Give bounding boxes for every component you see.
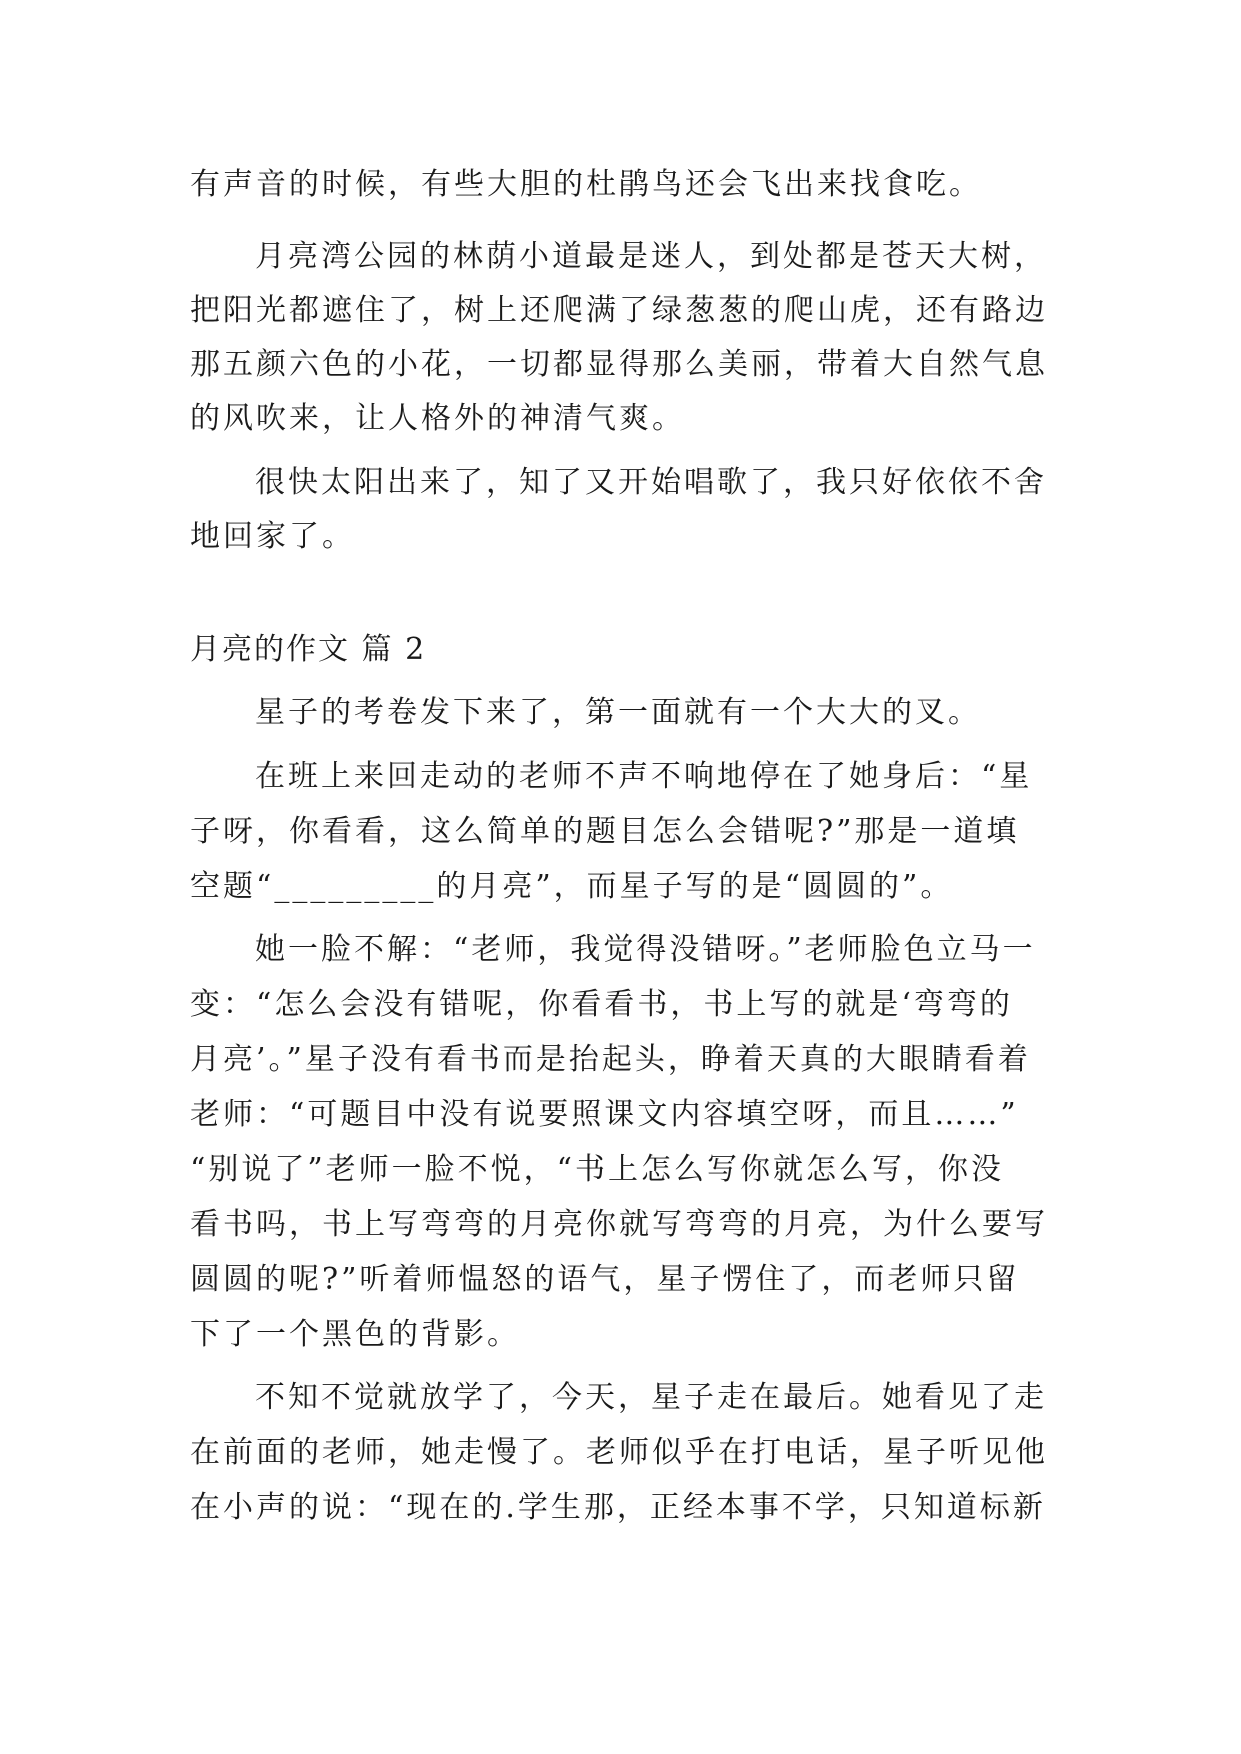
text-line: 圆圆的呢?”听着师愠怒的语气，星子愣住了，而老师只留: [190, 1262, 1020, 1297]
text-line: 那五颜六色的小花，一切都显得那么美丽，带着大自然气息: [190, 347, 1048, 382]
text-line: 很快太阳出来了，知了又开始唱歌了，我只好依依不舍: [255, 465, 1047, 500]
text-line: 在小声的说：“现在的.学生那，正经本事不学，只知道标新: [190, 1490, 1046, 1525]
text-line: 月亮湾公园的林荫小道最是迷人，到处都是苍天大树，: [255, 239, 1047, 274]
text-line: 她一脸不解：“老师，我觉得没错呀。”老师脸色立马一: [255, 932, 1036, 967]
text-line: 下了一个黑色的背影。: [190, 1317, 520, 1352]
text-line: 在班上来回走动的老师不声不响地停在了她身后：“星: [255, 759, 1033, 794]
text-line: “别说了”老师一脸不悦，“书上怎么写你就怎么写，你没: [190, 1152, 1005, 1187]
text-line: 子呀，你看看，这么简单的题目怎么会错呢?”那是一道填: [190, 814, 1020, 849]
text-line: 不知不觉就放学了，今天，星子走在最后。她看见了走: [255, 1380, 1047, 1415]
text-line: 的风吹来，让人格外的神清气爽。: [190, 401, 685, 436]
text-line: 月亮’。”星子没有看书而是抬起头，睁着天真的大眼睛看着: [190, 1042, 1031, 1077]
text-line: 看书吗，书上写弯弯的月亮你就写弯弯的月亮，为什么要写: [190, 1207, 1048, 1242]
text-line: 变：“怎么会没有错呢，你看看书，书上写的就是‘弯弯的: [190, 987, 1013, 1022]
text-line: 星子的考卷发下来了，第一面就有一个大大的叉。: [255, 695, 981, 730]
text-line: 地回家了。: [190, 519, 355, 554]
text-line: 在前面的老师，她走慢了。老师似乎在打电话，星子听见他: [190, 1435, 1048, 1470]
text-line: 有声音的时候，有些大胆的杜鹃鸟还会飞出来找食吃。: [190, 167, 982, 202]
text-line: 空题“_________的月亮”，而星子写的是“圆圆的”。: [190, 869, 954, 904]
section-title: 月亮的作文 篇 2: [190, 632, 427, 667]
text-line: 老师：“可题目中没有说要照课文内容填空呀，而且……”: [190, 1097, 1019, 1132]
text-line: 把阳光都遮住了，树上还爬满了绿葱葱的爬山虎，还有路边: [190, 293, 1048, 328]
